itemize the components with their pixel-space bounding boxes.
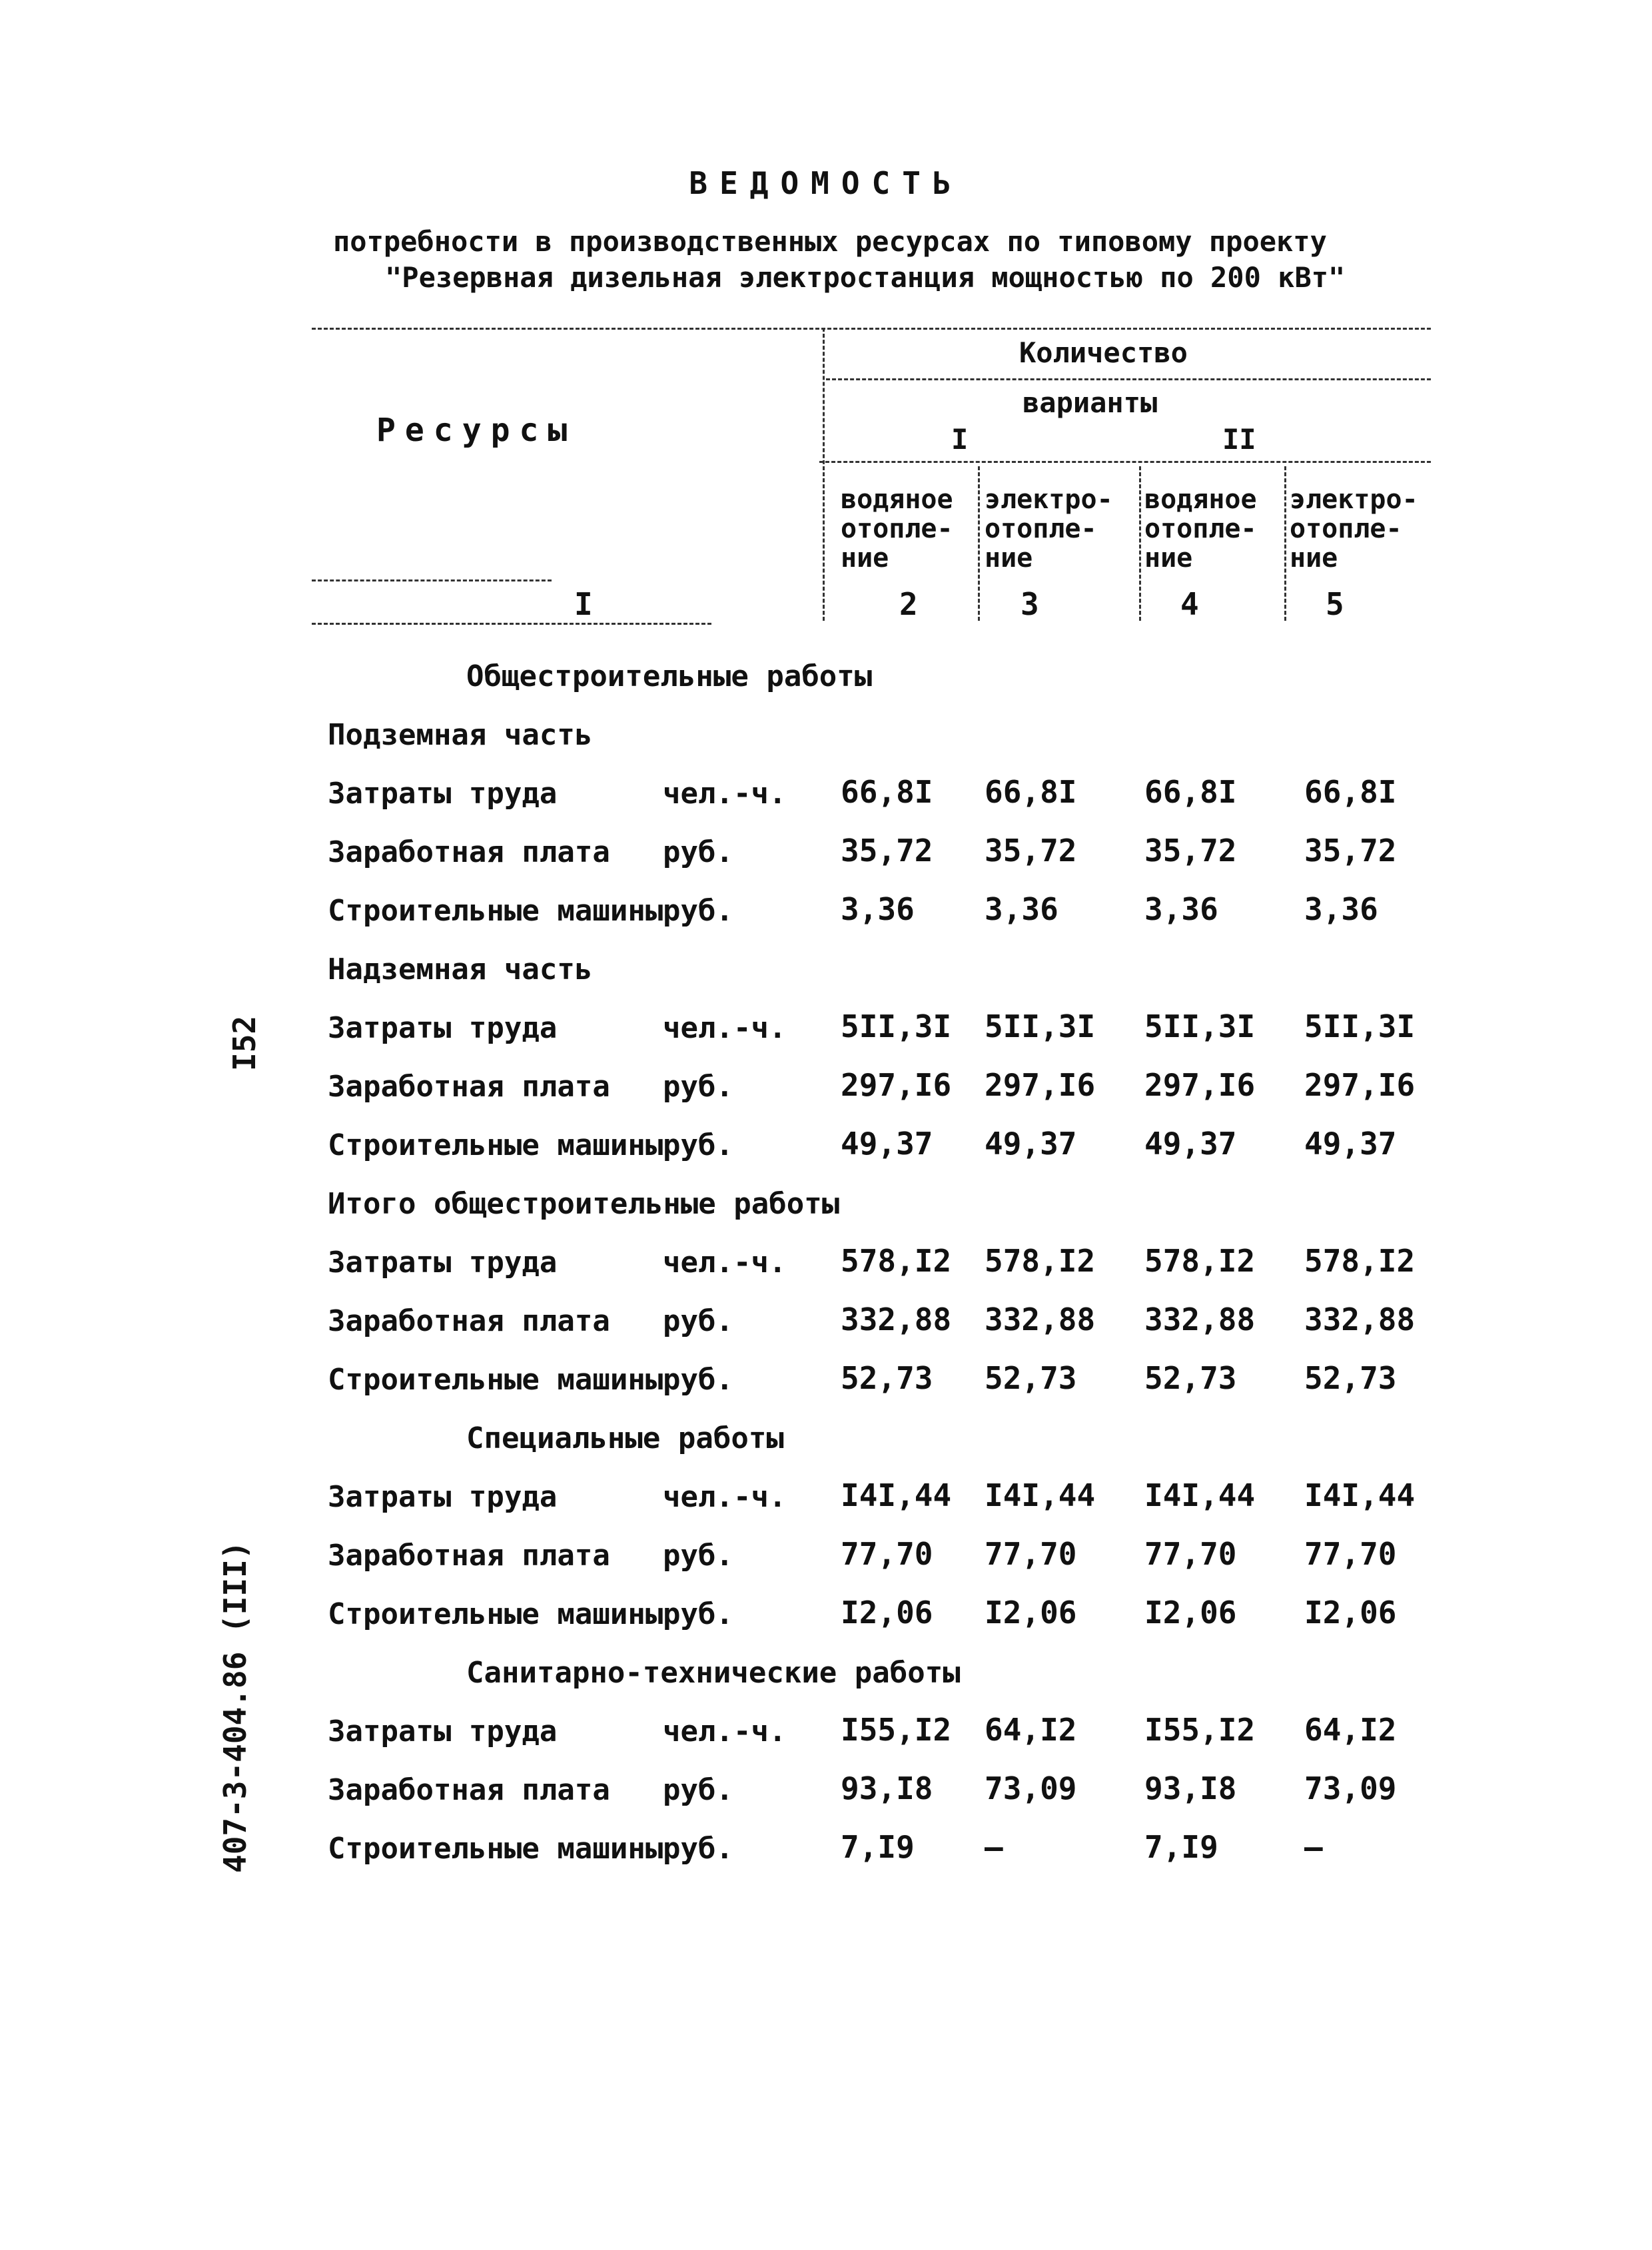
row-value: 35,72 [841,833,933,869]
row-label: Строительные машины [328,1363,663,1397]
row-value: 73,09 [985,1770,1077,1806]
page-number: I52 [226,1015,262,1071]
row-value: 332,88 [985,1302,1096,1337]
row-value: I2,06 [1144,1595,1237,1631]
row-unit: руб. [663,1363,733,1397]
row-value: 332,88 [1144,1302,1256,1337]
row-unit: руб. [663,1597,733,1631]
row-unit: чел.-ч. [663,1246,787,1280]
row-value: 66,8I [985,774,1077,810]
header-number-4: 4 [1180,586,1199,622]
header-resources-label: Ресурсы [376,412,577,449]
header-col4: водяное отопле-ние [1144,484,1257,573]
document-subtitle-line2: "Резервная дизельная электростанция мощностью по 200 кВт" [385,261,1346,294]
row-unit: руб. [663,1128,733,1162]
row-value: 578,I2 [1144,1243,1256,1279]
row-value: 3,36 [841,891,915,927]
row-label: Строительные машины [328,1597,663,1631]
row-label: Заработная плата [328,1304,610,1338]
document-title: ВЕДОМОСТЬ [689,165,963,201]
row-unit: руб. [663,1832,733,1866]
row-value: 3,36 [1304,891,1378,927]
row-value: 64,I2 [985,1712,1077,1748]
header-number-rule-left [312,579,552,581]
row-value: I2,06 [1304,1595,1397,1631]
row-value: 297,I6 [1144,1067,1256,1103]
row-value: 49,37 [1304,1126,1397,1162]
row-value: – [1304,1829,1323,1865]
row-value: 297,I6 [841,1067,952,1103]
header-variants-label: варианты [1023,386,1158,419]
row-value: I4I,44 [1304,1477,1416,1513]
row-value: 5II,3I [1304,1008,1416,1044]
header-quantity-rule [826,378,1431,380]
row-value: 66,8I [1144,774,1237,810]
header-divider-col4 [1139,466,1141,621]
row-unit: чел.-ч. [663,1480,787,1514]
header-number-5: 5 [1326,586,1344,622]
row-unit: чел.-ч. [663,1011,787,1045]
row-value: 3,36 [1144,891,1218,927]
row-label: Затраты труда [328,1246,558,1280]
header-col2: водяное отопле-ние [841,484,953,573]
row-value: 7,I9 [841,1829,915,1865]
row-label: Строительные машины [328,894,663,928]
row-value: 49,37 [1144,1126,1237,1162]
row-value: 578,I2 [985,1243,1096,1279]
row-unit: чел.-ч. [663,1714,787,1748]
row-unit: руб. [663,1070,733,1104]
row-value: I2,06 [985,1595,1077,1631]
row-value: 77,70 [841,1536,933,1572]
row-unit: руб. [663,1539,733,1573]
row-value: 77,70 [1304,1536,1397,1572]
row-value: 5II,3I [1144,1008,1256,1044]
row-value: 49,37 [841,1126,933,1162]
row-value: 35,72 [1144,833,1237,869]
row-value: 77,70 [985,1536,1077,1572]
row-unit: руб. [663,1304,733,1338]
document-code: 407-3-404.86 (III) [217,1541,253,1873]
subsection-title: Подземная часть [328,718,593,752]
row-value: 77,70 [1144,1536,1237,1572]
row-unit: руб. [663,1773,733,1807]
header-variant-2: II [1222,423,1256,456]
header-variant-rule [819,461,1431,463]
row-label: Строительные машины [328,1128,663,1162]
row-value: 297,I6 [985,1067,1096,1103]
row-label: Затраты труда [328,1480,558,1514]
row-value: 66,8I [841,774,933,810]
row-value: 52,73 [985,1360,1077,1396]
row-label: Заработная плата [328,1773,610,1807]
row-value: 5II,3I [985,1008,1096,1044]
header-divider-main [823,328,825,621]
row-label: Затраты труда [328,777,558,811]
row-label: Заработная плата [328,835,610,869]
row-value: I4I,44 [985,1477,1096,1513]
section-title: Общестроительные работы [466,659,873,693]
row-value: 578,I2 [1304,1243,1416,1279]
row-value: 35,72 [1304,833,1397,869]
row-value: 52,73 [1304,1360,1397,1396]
row-label: Затраты труда [328,1011,558,1045]
header-quantity-label: Количество [1019,336,1188,369]
row-value: I55,I2 [841,1712,952,1748]
row-value: 7,I9 [1144,1829,1218,1865]
subsection-title: Итого общестроительные работы [328,1187,840,1221]
header-divider-col3 [978,466,980,621]
header-col3: электро-отопле-ние [985,484,1113,573]
row-value: 52,73 [1144,1360,1237,1396]
header-number-2: 2 [899,586,918,622]
header-col5: электро-отопле-ние [1290,484,1418,573]
document-subtitle-line1: потребности в производственных ресурсах по типовому проекту [333,225,1327,258]
row-unit: руб. [663,835,733,869]
section-title: Санитарно-технические работы [466,1656,961,1690]
row-value: 578,I2 [841,1243,952,1279]
row-unit: руб. [663,894,733,928]
row-label: Заработная плата [328,1070,610,1104]
subsection-title: Надземная часть [328,952,593,986]
row-unit: чел.-ч. [663,777,787,811]
header-bottom-rule [312,623,711,625]
row-label: Затраты труда [328,1714,558,1748]
row-value: I2,06 [841,1595,933,1631]
row-value: I55,I2 [1144,1712,1256,1748]
row-value: 93,I8 [1144,1770,1237,1806]
row-value: 52,73 [841,1360,933,1396]
header-number-1: I [574,586,593,622]
header-top-rule [312,328,1431,330]
row-value: 64,I2 [1304,1712,1397,1748]
row-value: I4I,44 [841,1477,952,1513]
row-value: 49,37 [985,1126,1077,1162]
row-label: Строительные машины [328,1832,663,1866]
row-value: 93,I8 [841,1770,933,1806]
row-value: 332,88 [841,1302,952,1337]
row-value: 66,8I [1304,774,1397,810]
row-value: 297,I6 [1304,1067,1416,1103]
header-divider-col5 [1284,466,1286,621]
section-title: Специальные работы [466,1421,784,1455]
row-value: 5II,3I [841,1008,952,1044]
header-number-3: 3 [1021,586,1039,622]
row-value: 35,72 [985,833,1077,869]
row-label: Заработная плата [328,1539,610,1573]
row-value: 3,36 [985,891,1058,927]
row-value: 73,09 [1304,1770,1397,1806]
row-value: 332,88 [1304,1302,1416,1337]
row-value: I4I,44 [1144,1477,1256,1513]
row-value: – [985,1829,1003,1865]
header-variant-1: I [951,423,969,456]
